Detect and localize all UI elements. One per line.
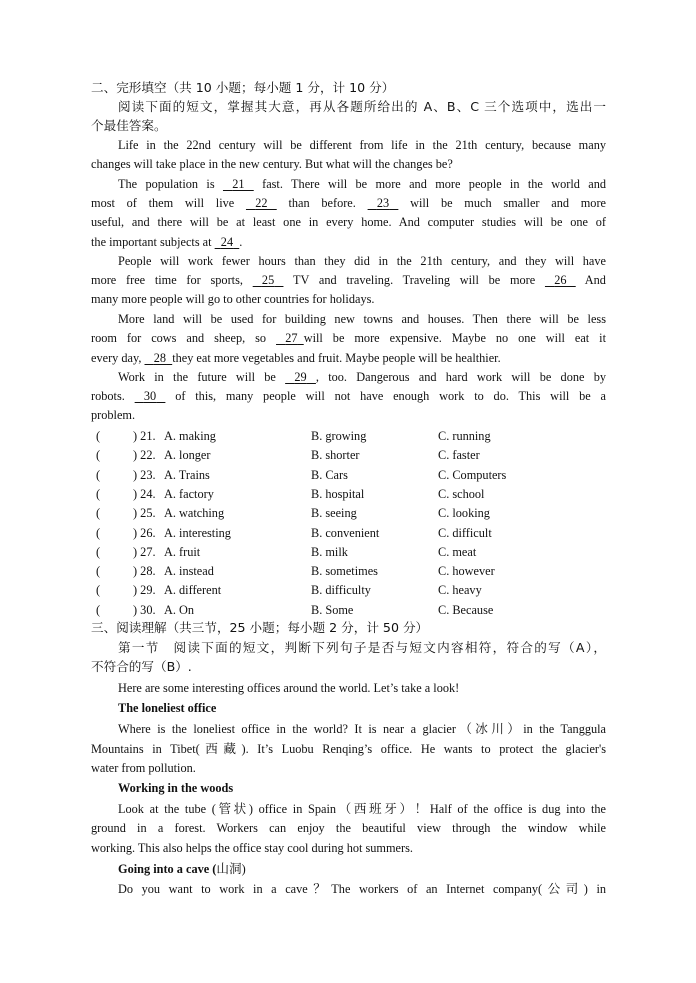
option-c: C. Computers [438, 467, 507, 482]
option-b: B. convenient [311, 525, 380, 540]
section-title-working-in-woods: Working in the woods [118, 781, 234, 795]
answer-paren: ( [96, 583, 101, 598]
option-b: B. sometimes [311, 564, 378, 579]
question-number: ) 21. [133, 429, 156, 443]
passage-p1-line-1: Life in the 22nd century will be different from life in the 21th century, because many [118, 138, 606, 152]
blank-26: 26 [554, 273, 567, 287]
answer-paren: ( [96, 486, 101, 501]
option-a: A. watching [164, 506, 225, 521]
reading-section-heading: 三、阅读理解（共三节，25 小题；每小题 2 分，计 50 分） [91, 620, 429, 635]
option-a: A. fruit [164, 544, 201, 559]
option-c: C. difficult [438, 525, 492, 540]
s2-line-2: ground in a forest. Workers can enjoy the beautiful view through the window while [91, 821, 606, 835]
cloze-section-heading: 二、完形填空（共 10 小题；每小题 1 分，计 10 分） [91, 80, 395, 95]
answer-paren: ( [96, 525, 101, 540]
blank-27: 27 [285, 331, 298, 345]
answer-paren: ( [96, 544, 101, 559]
section-title-loneliest-office: The loneliest office [118, 701, 217, 715]
option-b: B. hospital [311, 486, 365, 501]
answer-paren: ( [96, 602, 101, 617]
option-a: A. longer [164, 448, 211, 463]
option-b: B. milk [311, 544, 348, 559]
option-b: B. difficulty [311, 583, 371, 598]
blank-24: 24 [220, 235, 234, 249]
blank-30: 30 [143, 389, 157, 403]
option-c: C. running [438, 429, 491, 443]
answer-paren: ( [96, 564, 101, 579]
passage-p5-line-1: Work in the future will be 29 , too. Dangerous and hard work will be done by [118, 368, 606, 388]
option-a: A. On [164, 602, 195, 617]
passage-p4-line-2: room for cows and sheep, so 27 will be more expensive. Maybe no one will eat it [91, 329, 606, 349]
option-c: C. meat [438, 544, 477, 559]
passage-p3-line-3: many more people will go to other countries for holidays. [91, 292, 375, 306]
s2-line-1: Look at the tube (管状) office in Spain（西班牙）！Half of the office is dug into the [118, 801, 607, 816]
s1-line-3: water from pollution. [91, 761, 196, 775]
section-title-going-into-cave: Going into a cave (山洞) [118, 861, 246, 876]
passage-p3-line-2: more free time for sports, 25 TV and traveling. Traveling will be more 26 And [91, 271, 606, 291]
reading-intro: Here are some interesting offices around the world. Let’s take a look! [118, 681, 460, 695]
passage-p5-line-3: problem. [91, 408, 136, 422]
passage-p2-line-4: the important subjects at 24 . [91, 233, 606, 253]
question-number: ) 29. [133, 583, 156, 598]
blank-22: 22 [255, 196, 268, 210]
question-number: ) 22. [133, 448, 156, 463]
option-a: A. interesting [164, 525, 231, 540]
blank-28: 28 [153, 351, 167, 365]
option-b: B. Cars [311, 467, 348, 482]
reading-instruction-line-2: 不符合的写（B）. [91, 659, 192, 674]
option-b: B. growing [311, 429, 367, 443]
s1-line-2: Mountains in Tibet(西藏). It’s Luobu Renqing’s office. He wants to protect the glacier's [91, 741, 606, 756]
option-c: C. heavy [438, 583, 482, 598]
cloze-instruction-line-1: 阅读下面的短文，掌握其大意，再从各题所给出的 A、B、C 三个选项中，选出一 [118, 99, 606, 114]
s2-line-3: working. This also helps the office stay cool during hot summers. [91, 841, 413, 855]
answer-paren: ( [96, 506, 101, 521]
question-number: ) 26. [133, 525, 156, 540]
blank-21: 21 [232, 177, 245, 191]
passage-p2-line-3: useful, and there will be at least one in every home. And computer studies will be one of [91, 215, 606, 229]
option-a: A. Trains [164, 467, 210, 482]
blank-25: 25 [261, 273, 275, 287]
question-number: ) 25. [133, 506, 156, 521]
option-c: C. school [438, 486, 485, 501]
option-a: A. factory [164, 486, 214, 501]
question-number: ) 23. [133, 467, 156, 482]
passage-p4-line-3: every day, 28 they eat more vegetables and fruit. Maybe people will be healthier. [91, 349, 606, 369]
option-b: B. seeing [311, 506, 357, 521]
passage-p1-line-2: changes will take place in the new century. But what will the changes be? [91, 157, 453, 171]
passage-p3-line-1: People will work fewer hours than they did in the 21th century, and they will have [118, 254, 606, 268]
option-a: A. making [164, 429, 216, 443]
answer-paren: ( [96, 448, 101, 463]
passage-p5-line-2: robots. 30 of this, many people will not have enough work to do. This will be a [91, 387, 606, 407]
s1-line-1: Where is the loneliest office in the world? It is near a glacier（冰川）in the Tanggula [118, 721, 607, 736]
option-b: B. Some [311, 602, 354, 617]
cloze-instruction-line-2: 个最佳答案。 [91, 118, 167, 133]
question-number: ) 27. [133, 544, 156, 559]
blank-29: 29 [294, 370, 307, 384]
question-number: ) 30. [133, 602, 156, 617]
answer-paren: ( [96, 467, 101, 482]
s3-line-1: Do you want to work in a cave？The workers of an Internet company(公司) in [118, 881, 607, 896]
blank-23: 23 [376, 196, 390, 210]
option-a: A. different [164, 583, 222, 598]
passage-p2-line-2: most of them will live 22 than before. 23 will be much smaller and more [91, 194, 606, 214]
option-c: C. faster [438, 448, 480, 463]
option-a: A. instead [164, 564, 214, 579]
reading-instruction-line-1: 第一节 阅读下面的短文，判断下列句子是否与短文内容相符，符合的写（A）， [118, 640, 606, 655]
question-number: ) 24. [133, 486, 156, 501]
option-b: B. shorter [311, 448, 360, 463]
option-c: C. however [438, 564, 495, 579]
passage-p2-line-1: The population is 21 fast. There will be more and more people in the world and [118, 175, 606, 195]
option-c: C. looking [438, 506, 490, 521]
option-c: C. Because [438, 602, 494, 617]
question-number: ) 28. [133, 564, 156, 579]
answer-paren: ( [96, 429, 101, 443]
passage-p4-line-1: More land will be used for building new towns and houses. Then there will be less [118, 312, 606, 326]
